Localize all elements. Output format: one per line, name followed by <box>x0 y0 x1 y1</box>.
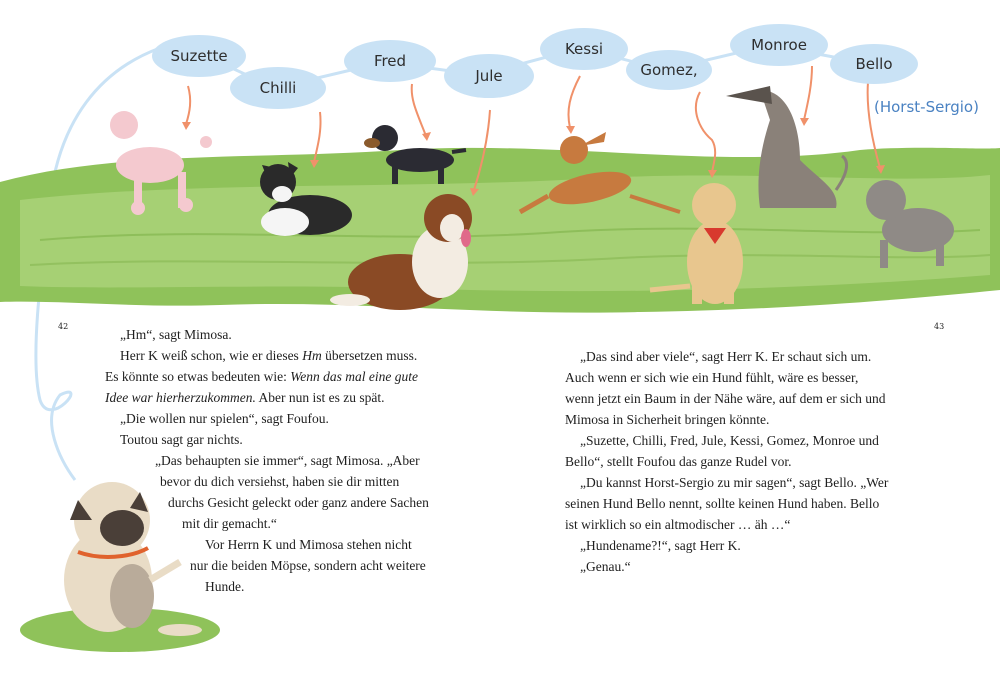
text-line <box>565 409 769 430</box>
arrow-monroe <box>804 66 812 120</box>
name-bubble-monroe: Monroe <box>730 24 828 66</box>
text-segment: nur die beiden Möpse, sondern acht weitere <box>190 558 426 573</box>
name-bubble-gomez: Gomez, <box>626 50 712 90</box>
text-line <box>105 366 418 387</box>
text-segment: wenn jetzt ein Baum in der Nähe wäre, auf dem er sich und <box>565 391 886 406</box>
text-segment: „Hundename?!“, sagt Herr K. <box>580 538 741 553</box>
text-segment: Mimosa in Sicherheit bringen könnte. <box>565 412 770 427</box>
text-line <box>155 450 420 471</box>
text-line <box>160 471 399 492</box>
text-line <box>205 534 412 555</box>
text-segment: „Hm“, sagt Mimosa. <box>120 327 232 342</box>
text-line <box>190 555 426 576</box>
text-line <box>105 387 384 408</box>
arrow-suzette <box>186 86 190 124</box>
text-line <box>580 346 871 367</box>
text-segment: Idee war hierherzukommen. <box>105 390 256 405</box>
text-segment: Aber nun ist es zu spät. <box>255 390 385 405</box>
text-segment: Wenn das mal eine gute <box>290 369 418 384</box>
bello-alias: (Horst-Sergio) <box>874 98 979 116</box>
text-segment: Hunde. <box>205 579 245 594</box>
name-bubble-kessi: Kessi <box>540 28 628 70</box>
name-bubble-bello: Bello <box>830 44 918 84</box>
text-segment: übersetzen muss. <box>321 348 418 363</box>
text-line <box>565 493 879 514</box>
text-segment: Bello“, stellt Foufou das ganze Rudel vor. <box>565 454 792 469</box>
text-segment: „Suzette, Chilli, Fred, Jule, Kessi, Gomez, Monroe und <box>580 433 879 448</box>
name-bubble-fred: Fred <box>344 40 436 82</box>
text-segment: Herr K weiß schon, wie er dieses <box>120 348 303 363</box>
text-line <box>182 513 277 534</box>
text-line <box>120 429 243 450</box>
text-segment: „Das sind aber viele“, sagt Herr K. Er schaut sich um. <box>580 349 872 364</box>
text-line <box>580 556 631 577</box>
text-line <box>120 408 329 429</box>
text-segment: mit dir gemacht.“ <box>182 516 277 531</box>
text-line <box>168 492 429 513</box>
text-segment: „Du kannst Horst-Sergio zu mir sagen“, sagt Bello. „Wer <box>580 475 889 490</box>
text-segment: ist wirklich so ein altmodischer … äh …“ <box>565 517 791 532</box>
text-segment: „Die wollen nur spielen“, sagt Foufou. <box>120 411 329 426</box>
text-segment: bevor du dich versiehst, haben sie dir mitten <box>160 474 400 489</box>
text-segment: seinen Hund Bello nennt, sollte keinen Hund haben. Bello <box>565 496 880 511</box>
text-segment: Vor Herrn K und Mimosa stehen nicht <box>205 537 412 552</box>
text-segment: Toutou sagt gar nichts. <box>120 432 243 447</box>
text-line <box>580 430 879 451</box>
page-number-right: 43 <box>934 322 945 331</box>
text-line <box>565 451 791 472</box>
text-line <box>565 367 858 388</box>
text-line <box>205 576 244 597</box>
arrow-kessi <box>568 76 580 128</box>
page-number-left: 42 <box>58 322 69 331</box>
text-line <box>565 388 886 409</box>
text-line <box>565 514 790 535</box>
name-bubble-chilli: Chilli <box>230 67 326 109</box>
text-segment: Hm <box>302 348 322 363</box>
name-bubble-suzette: Suzette <box>152 35 246 77</box>
text-line <box>120 324 232 345</box>
text-line <box>120 345 417 366</box>
text-segment: Auch wenn er sich wie ein Hund fühlt, wäre es besser, <box>565 370 859 385</box>
text-segment: durchs Gesicht geleckt oder ganz andere Sachen <box>168 495 429 510</box>
name-bubble-jule: Jule <box>444 54 534 98</box>
text-line <box>580 472 888 493</box>
text-line <box>580 535 741 556</box>
arrow-fred <box>412 84 426 136</box>
text-segment: Es könnte so etwas bedeuten wie: <box>105 369 291 384</box>
text-segment: „Genau.“ <box>580 559 631 574</box>
text-segment: „Das behaupten sie immer“, sagt Mimosa. „Aber <box>155 453 420 468</box>
